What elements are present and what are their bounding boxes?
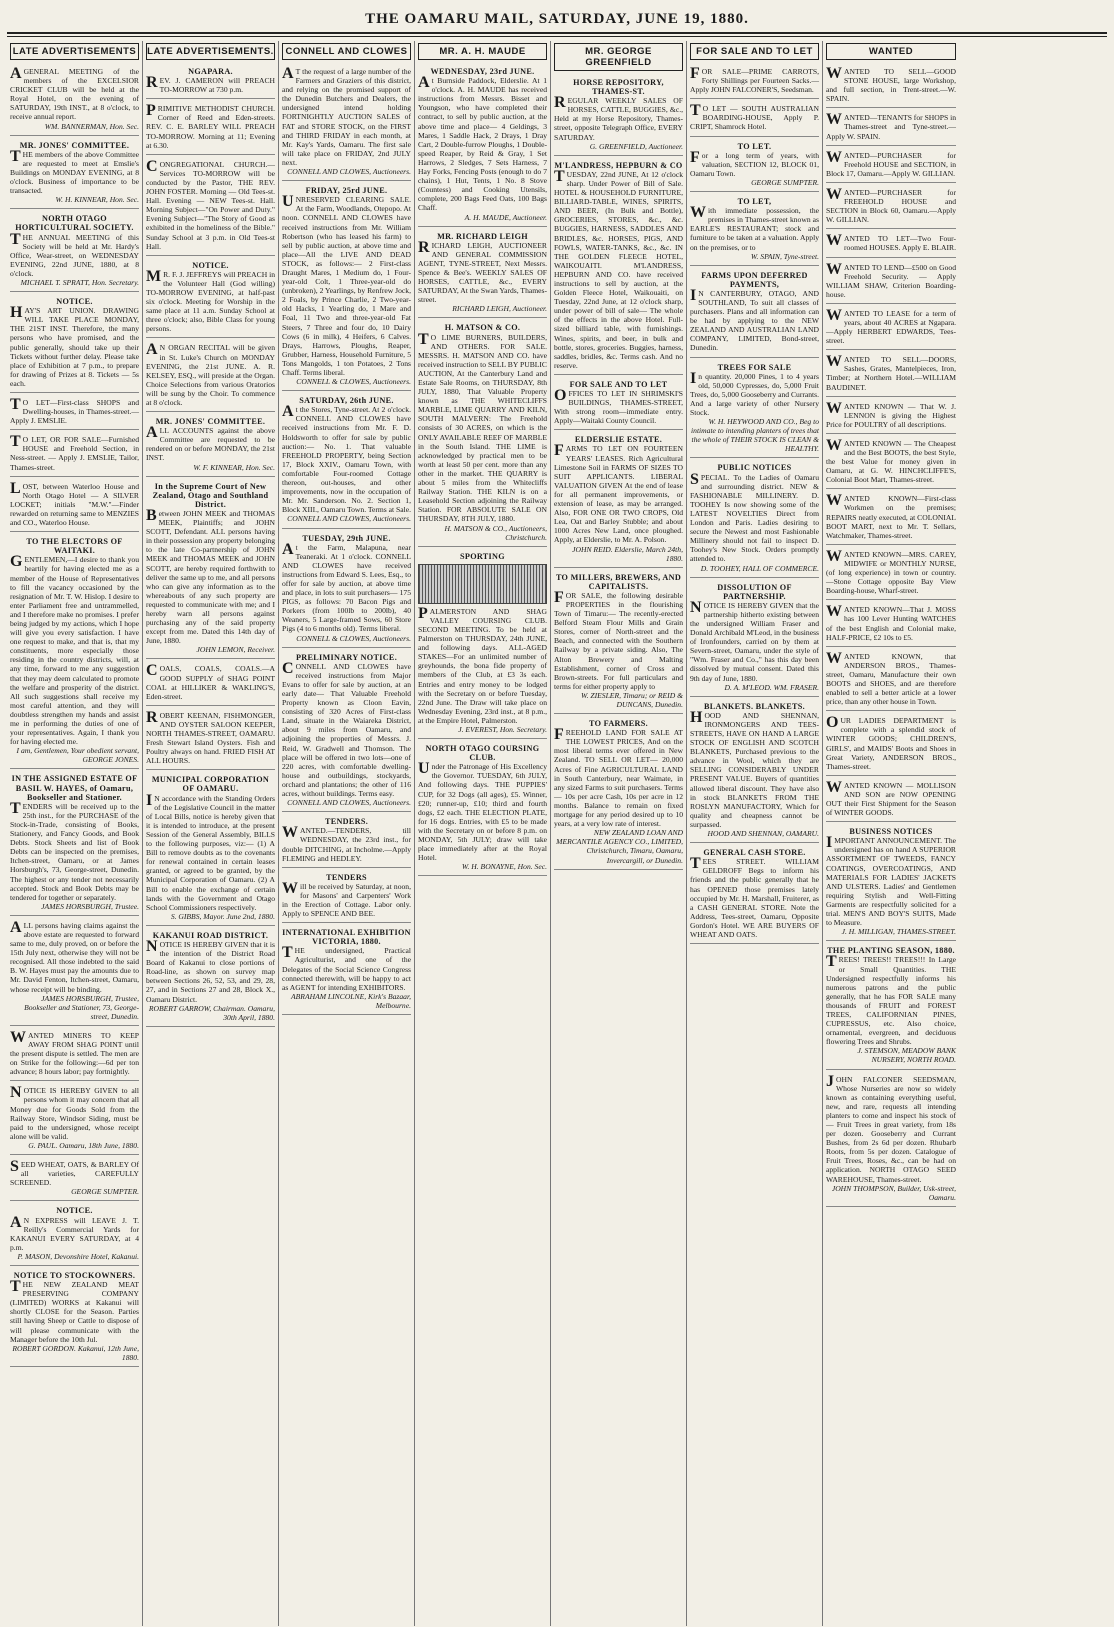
ad-signature: D. A. M'LEOD. WM. FRASER.	[724, 682, 819, 692]
advertisement	[826, 436, 956, 489]
ad-body: HOOD AND SHENNAN, IRONMONGERS AND TEES-STREETS, HAVE ON HAND A LARGE STOCK OF ENGLISH AND SCOTCH BLANKETS, Purchased previous to the advance in Wool, which they are SELLING CONSIDERABLY UNDER PRESENT VALUE. Buyers of quantities allowed liberal discount. They have also in stock BLANKETS FROM THE ROSLYN MANUFACTORY, Which for quality and cheapness cannot be surpassed.	[690, 708, 819, 829]
ad-title: TO LET.	[737, 141, 772, 151]
ad-title: SPORTING	[460, 551, 505, 561]
ad-signature: P. MASON, Devonshire Hotel, Kakanui.	[17, 1251, 139, 1261]
advertisement	[418, 229, 547, 319]
advertisement	[10, 534, 139, 769]
ad-body: IN CANTERBURY, OTAGO, AND SOUTHLAND, To suit all classes of purchasers. Plans and all information can be had by applying to the NEW ZEALAND AND AUSTRALIAN LAND COMPANY, LIMITED, Bond-street, Dunedin.	[690, 286, 819, 353]
ad-title: NOTICE.	[56, 1206, 93, 1216]
ad-body: WANTED KNOWN, that ANDERSON BROS., Thames-street, Oamaru, Manufacture their own BOOTS and SHOES, and are therefore enabled to sell a better article at a lower price, than any other house in Town.	[826, 649, 956, 707]
ad-body: REGULAR WEEKLY SALES OF HORSES, CATTLE, BUGGIES, &c., Held at my Horse Repository, Thames-street, opposite Telegraph Office, EVERY SATURDAY.	[554, 94, 683, 142]
ad-body: TO LIME BURNERS, BUILDERS, AND OTHERS. FOR SALE. MESSRS. H. MATSON AND CO. have received instruction to SELL BY PUBLIC AUCTION, At the Canterbury Land and Estate Sale Rooms, on THURSDAY, 8th JULY, 1880, That Valuable Property known as THE WHITECLIFFS MARBLE, LIME QUARRY AND KILN, SOUTH MALVERN: The Freehold consists of 30 ACRES, on which is the ONLY AVAILABLE REEF OF MARBLE in the South Island. THE LIME is acknowledged by practical men to be worth at least 50 per cent. more than any other in the market. THE QUARRY is about 5 miles from the Whitecliffs Railway Station. THE KILN is on a Leasehold Section adjoining the Railway Station. FOR ABSOLUTE SALE ON THURSDAY, 8TH JULY, 1880.	[418, 330, 547, 524]
ad-signature: ABRAHAM LINCOLNE, Kirk's Bazaar, Melbourne.	[291, 991, 411, 1010]
advertisement	[282, 183, 411, 391]
ad-body: WANTED—PURCHASER for FREEHOLD HOUSE and SECTION in Block 60, Oamaru.—Apply W. GILLIAN.	[826, 185, 956, 225]
ad-signature: NEW ZEALAND LOAN AND MERCANTILE AGENCY CO., LIMITED, Christchurch, Timaru, Oamaru, Invercargill, or Dunedin.	[556, 828, 683, 865]
newspaper-page	[7, 0, 1107, 1626]
ad-body: CONGREGATIONAL CHURCH.—Services TO-MORROW will be conducted by the Pastor, THE REV. JOHN FOSTER. Morning — Old Tees-st. Hall. Evening — NEW Tees-st. Hall. Morning Subject—"On Power and Duty." Evening Subject—"The Story of Good as exhibited in the homeliness of the Bible." Sunday School at 3 p.m. in Old Tees-st Hall.	[146, 157, 275, 251]
advertisement	[690, 580, 819, 697]
ad-body: FARMS TO LET ON FOURTEEN YEARS' LEASES. Rich Agricultural Limestone Soil in FARMS OF SIZES TO SUIT APPLICANTS. LIBERAL VALUATION GIVEN At the end of lease for all permanent improvements, or extension of lease, as may be arranged. Also, FOR ONE OR TWO CROPS, Old Lea, Oat and Barley Stubble; and about 1000 Acres New Land, once ploughed. Apply, at Elderslie, to Mr. A. Polson.	[554, 442, 683, 545]
ad-body: UNRESERVED CLEARING SALE. At the Farm, Woodlands, Otepopo. At noon. CONNELL AND CLOWES have received instructions from Mr. William Robertson (who has leased his farm) to sell by public auction, at above time and place—All the LIVE AND DEAD STOCK, as follows:— 2 First-class Draught Mares, 1 Medium do, 1 Four-year-old Colt, 1 Three-year-old do (unbroken), 2 Yearlings, by Renfrew Jock, 2 Foals, by Prince Charlie, 2 Two-year-old Hacks, 1 Yearling do, 1 Mare and Foal, 11 Two and three-year-old Fat Steers, 7 Three and four do, 10 Dairy Cows (6 in milk), 4 Heifers, 6 Calves. Drays, Harrows, Ploughs, Reaper, Grubber, Harness, Household Furniture, 5 Tons Mangolds, 1 ton Potatoes, 2 Tons Chaff. Terms liberal.	[282, 193, 411, 377]
ad-body: OFFICES TO LET IN SHRIMSKI'S BUILDINGS, THAMES-STREET, With strong room—immediate entry. Apply—Waitaki County Council.	[554, 387, 683, 426]
ad-title: FARMS UPON DEFERRED PAYMENTS,	[701, 270, 808, 289]
ad-body: Will be received by Saturday, at noon, for Masons' and Carpenters' Work in the Erection of Cottage. Labor only. Apply to SPENCE AND BEE.	[282, 879, 411, 919]
ad-body: IN accordance with the Standing Orders of the Legislative Council in the matter of Local Bills, notice is hereby given that it is intended to introduce, at the present Session of the General Assembly, BILLS to the following purposes, viz:— (1) A Bill to remove doubts as to the covenants for renewal contained in certain leases granted, or agreed to be granted, by the Municipal Corporation of Oamaru. (2) A Bill to enable the exchange of certain lands with the Government and Otago School Commissioners respectively.	[146, 791, 275, 912]
ad-body: WANTED MINERS TO KEEP AWAY FROM SHAG POINT until the present dispute is settled. The men are on Strike for the following:—6d per ton advance; 8 hours labor; pay fortnightly.	[10, 1028, 139, 1077]
ad-body: WANTED KNOWN—That J. MOSS has 100 Lever Hunting WATCHES of the best English and Colonial make, HALF-PRICE, £2 10s to £5.	[826, 603, 956, 642]
ad-body: NOTICE IS HEREBY GIVEN that the partnership hitherto existing between the undersigned William Fraser and Donald Archibald M'Leod, in the business of Ironfounders, carried on by them at Severn-street, Oamaru, under the style of "Wm. Fraser and Co.," has this day been dissolved by mutual consent. Dated this 9th day of June, 1880.	[690, 598, 819, 683]
advertisement	[826, 491, 956, 544]
ad-title: MUNICIPAL CORPORATION OF OAMARU.	[151, 775, 270, 794]
advertisement	[146, 64, 275, 99]
ad-body: RICHARD LEIGH, AUCTIONEER AND GENERAL COMMISSION AGENT, TYNE-STREET, Next Messrs. Spence & Bee's. WEEKLY SALES OF HORSES, CATTLE, &c., EVERY SATURDAY, At the Swan Yards, Thames-street.	[418, 238, 547, 305]
ad-body: ROBERT KEENAN, FISHMONGER, AND OYSTER SALOON KEEPER, NORTH THAMES-STREET, OAMARU. Fresh Stewart Island Oysters. Fish and Poultry always on hand. FRIED FISH AT ALL HOURS.	[146, 708, 275, 766]
ad-title: H. MATSON & CO.	[444, 323, 521, 333]
advertisement	[690, 268, 819, 358]
column-1	[7, 41, 143, 1626]
ad-body: AN EXPRESS will LEAVE J. T. Reilly's Commercial Yards for KAKANUI EVERY SATURDAY, at 4 p.m.	[10, 1213, 139, 1252]
advertisement	[282, 870, 411, 923]
ad-body: WANTED KNOWN — That W. J. LENNON is giving the Highest Price for POULTRY of all descriptions.	[826, 399, 956, 429]
advertisement	[282, 814, 411, 867]
advertisement	[826, 943, 956, 1069]
ad-title: KAKANUI ROAD DISTRICT.	[152, 930, 269, 940]
ad-signature: JOHN THOMPSON, Builder, Usk-street, Oamaru.	[831, 1183, 956, 1202]
column-3	[279, 41, 415, 1626]
masthead: THE OAMARU MAIL, SATURDAY, JUNE 19, 1880.	[365, 11, 749, 27]
ad-signature: JAMES HORSBURGH, Trustee.	[41, 901, 139, 911]
advertisement	[690, 360, 819, 459]
ad-signature: G. GREENFIELD, Auctioneer.	[589, 141, 683, 151]
ad-body: WANTED—TENANTS for SHOPS in Thames-street and Tyne-street.—Apply W. SPAIN.	[826, 111, 957, 141]
advertisement	[690, 699, 819, 843]
ad-title: GENERAL CASH STORE.	[703, 848, 806, 858]
advertisement	[282, 531, 411, 648]
ad-title: TREES FOR SALE	[717, 362, 792, 372]
ad-body: At the Farm, Malapuna, near Teaneraki. At 1 o'clock. CONNELL AND CLOWES have received instructions from Edward S. Lees, Esq., to offer for sale by auction, at above time and place, in lots to suit purchasers— 175 PIGS, as follows: 70 Bacon Pigs and Porkers (from 100lb to 200lb), 40 Weaners, 5 Large-framed Sows, 60 Store Pigs (4 to 6 months old). Terms liberal.	[282, 540, 411, 634]
ad-body: In quantity. 20,000 Pines, 1 to 4 years old, 50,000 Cypresses, do, 5,000 Fruit Trees, do, 5,000 Gooseberry and Currants. And a large variety of other Nursery Stock.	[690, 369, 820, 417]
ad-body: THE ANNUAL MEETING of this Society will be held at Mr. Hardy's Office, Wear-street, on WEDNESDAY EVENING, 22nd JUNE, 1880, at 8 o'clock.	[10, 230, 139, 278]
advertisement	[690, 845, 819, 944]
ad-body: WANTED TO LEASE for a term of years, about 40 ACRES at Ngapara.—Apply HERBERT EDWARDS, Tees-street.	[826, 306, 956, 346]
advertisement	[418, 64, 547, 227]
ad-body: FREEHOLD LAND FOR SALE AT THE LOWEST PRICES, And on the most liberal terms ever offered in New Zealand. TO SELL OR LET— 20,000 Acres of Fine AGRICULTURAL LAND in South Canterbury, near Waimate, in any sized Farms to suit purchasers. Terms— 10s per acre Cash, 10s per acre in 12 months. Balance to remain on fixed mortgage for any period desired up to 10 years, at a very low rate of interest.	[554, 726, 683, 829]
advertisement	[146, 928, 275, 1027]
ad-signature: JOHN REID. Elderslie, March 24th, 1880.	[572, 544, 683, 563]
ad-signature: RICHARD LEIGH, Auctioneer.	[452, 304, 547, 314]
advertisement	[826, 824, 956, 941]
ad-signature: CONNELL & CLOWES, Auctioneers.	[296, 633, 411, 643]
advertisement	[146, 414, 275, 477]
advertisement	[10, 1268, 139, 1367]
advertisement	[10, 918, 139, 1026]
ad-body: At Burnside Paddock, Elderslie. At 1 o'clock. A. H. MAUDE has received instructions from Messrs. Bisset and Youngson, who have completed their contract, to sell by public auction, at the above time and place— 4 Geldings, 3 Mares, 1 Saddle Hack, 2 Drays, 1 Dray Cart, 2 Double-furrow Ploughs, 1 Double-speed Reaper, by Reid & Gray, 1 Set Harrows, 2 Sledges, 7 Sets Harness, 7 Hay Forks, Fencing Posts (enough to do 7 chains), 1 Hut, Tents, 1 No. 8 Stove (Countess) and Cooking Utensils, complete, 200 Bags Feed Oats, 100 Bags Chaff.	[418, 74, 547, 213]
ad-body: JOHN FALCONER SEEDSMAN, Whose Nurseries are now so widely known as containing everything useful, new, and rare, requests all intending planters to come and inspect his stock of— Fruit Trees in great variety, from 18s per dozen. Gooseberry and Currant Bushes, from 2s 6d per dozen. Rhubarb Roots, from 5s per dozen. Catalogue of Fruit Trees, Roses, &c., can be had on application. NORTH OTAGO SEED WAREHOUSE, Thames-street.	[826, 1072, 956, 1184]
advertisement	[826, 306, 956, 350]
advertisement	[282, 650, 411, 813]
advertisement	[826, 649, 956, 712]
ad-body: For a long term of years, with valuation, SECTION 12, BLOCK 01, Oamaru Town.	[690, 148, 819, 178]
ad-body: TENDERS will be received up to the 25th inst., for the PURCHASE of the Stock-in-Trade, consisting of Books, Stationery, and Fancy Goods, and Book Debts. Stock Sheets and list of Book Debts can be inspected on the premises, Itchen-street, Oamaru, or at James Horsburgh's, 73, George-street, Dunedin. The highest or any tender not necessarily accepted. Stock and Book Debts may be tendered for together or separately.	[10, 799, 139, 902]
advertisement	[690, 194, 819, 266]
column-4	[415, 41, 551, 1626]
ad-signature: W. F. KINNEAR, Hon. Sec.	[193, 462, 275, 472]
advertisement	[10, 1203, 139, 1266]
section-heading: MR. A. H. MAUDE	[418, 43, 547, 60]
advertisement	[826, 602, 956, 646]
ad-title: TO LET,	[737, 197, 772, 207]
advertisement	[826, 778, 956, 822]
ad-title: TENDERS	[326, 872, 367, 882]
ad-title: HORSE REPOSITORY, THAMES-ST.	[573, 78, 664, 97]
ad-title: NOTICE.	[56, 297, 93, 307]
ad-signature: J. EVEREST, Hon. Secretary.	[458, 725, 547, 734]
ad-title: PRELIMINARY NOTICE.	[295, 652, 398, 662]
advertisement	[10, 294, 139, 393]
advertisement	[146, 661, 275, 705]
advertisement	[10, 479, 139, 532]
advertisement	[826, 399, 956, 434]
advertisement	[10, 432, 139, 476]
section-heading: LATE ADVERTISEMENTS.	[146, 43, 275, 60]
ad-signature: A. H. MAUDE, Auctioneer.	[464, 212, 547, 222]
ad-title: MR. JONES' COMMITTEE.	[155, 417, 266, 427]
ad-body: LOST, between Waterloo House and North Otago Hotel — A SILVER LOCKET; initials "M.W."—Finder rewarded on returning same to MENZIES and CO., Waterloo House.	[10, 479, 139, 528]
advertisement	[826, 185, 956, 229]
advertisement	[690, 101, 819, 136]
ad-signature: CONNELL AND CLOWES, Auctioneers.	[287, 798, 411, 808]
ad-body: WANTED TO LET—Two Four-roomed HOUSES. Apply E. BLAIR.	[826, 232, 957, 253]
advertisement	[826, 110, 956, 145]
advertisement	[554, 377, 683, 430]
ad-signature: GEORGE SUMPTER.	[71, 1187, 139, 1197]
ad-body: IMPORTANT ANNOUNCEMENT. The undersigned has on hand A SUPERIOR ASSORTMENT OF TWEEDS, FANCY COATINGS, OVERCOATINGS, AND MATERIALS FOR LADIES' JACKETS AND ULSTERS. Ladies' and Gentlemen requiring Stylish and Well-Fitting Garments are respectfully solicited for a trial. MEN'S AND BOY'S SUITS, Made to Measure.	[826, 834, 956, 928]
ad-title: TUESDAY, 29th JUNE.	[302, 533, 391, 543]
advertisement	[554, 716, 683, 870]
advertisement	[146, 479, 275, 660]
ad-body: PRIMITIVE METHODIST CHURCH. Corner of Reed and Eden-streets. REV. C. E. BARLEY WILL PREACH TO-MORROW. Morning at 11; Evening at 6.30.	[146, 102, 275, 150]
ad-body: THE members of the above Committee are requested to meet at Emslie's Buildings on MONDAY EVENING, at 8 o'clock. Business of importance to be transacted.	[10, 147, 139, 196]
ad-signature: CONNELL & CLOWES, Auctioneers.	[296, 377, 411, 387]
ad-title: ELDERSLIE ESTATE.	[574, 435, 663, 445]
advertisement	[554, 570, 683, 714]
advertisement	[690, 460, 819, 577]
ad-title: MR. RICHARD LEIGH	[437, 231, 528, 241]
ad-signature: WM. BANNERMAN, Hon. Sec.	[44, 121, 139, 131]
advertisement	[690, 139, 819, 192]
advertisement	[282, 925, 411, 1015]
ad-body: ALL persons having claims against the above estate are requested to forward same to me, duly proved, on or before the 15th July next, otherwise they will not be recognised. All those indebted to the said B. W. Hayes must pay the amounts due to Mr. David Fenton, Itchen-street, Oamaru, whose receipt will be binding.	[10, 918, 139, 994]
ad-title: In the Supreme Court of New Zealand, Otago and Southland District.	[152, 481, 269, 509]
advertisement	[826, 352, 956, 396]
ad-body: WANTED.—TENDERS, till WEDNESDAY, the 23rd inst., for double DITCHING, at Incholme.—Apply FLEMING and HEDLEY.	[282, 824, 411, 863]
advertisement	[10, 1157, 139, 1201]
ad-title: FRIDAY, 25rd JUNE.	[305, 186, 388, 196]
advertisement	[282, 64, 411, 181]
ad-body: WANTED—PURCHASER for Freehold HOUSE and SECTION, in Block 17, Oamaru.—Apply W. GILLIAN.	[826, 148, 956, 178]
column-6	[687, 41, 823, 1626]
section-heading: LATE ADVERTISEMENTS	[10, 43, 139, 60]
ad-signature: W. H. KINNEAR, Hon. Sec.	[55, 195, 139, 205]
section-heading: WANTED	[826, 43, 956, 60]
ad-signature: CONNELL AND CLOWES, Auctioneers.	[287, 514, 411, 524]
ad-body: THE NEW ZEALAND MEAT PRESERVING COMPANY (LIMITED) WORKS at Kakanui will shortly CLOSE for the Season. Parties still having Sheep or Cattle to dispose of will please communicate with the Manager before the 10th Jul.	[10, 1278, 139, 1344]
advertisement	[10, 64, 139, 136]
ad-title: THE PLANTING SEASON, 1880.	[827, 946, 955, 956]
ad-signature: MICHAEL T. SPRATT, Hon. Secretary.	[20, 277, 139, 287]
ad-body: WANTED KNOWN — The Cheapest and the Best BOOTS, the best Style, the best Value for money given in Oamaru, at G. W. HINCHCLIFFE'S, Colonial Boot Mart, Thames-street.	[826, 436, 956, 485]
advertisement	[10, 211, 139, 292]
advertisement	[418, 320, 547, 546]
ad-body: WANTED KNOWN—MRS. CAREY, MIDWIFE or MONTHLY NURSE, (of long experience) in town or country. —Stone Cottage opposite Bay View Boarding-house, Wharf-street.	[826, 547, 956, 596]
ad-title: M'LANDRESS, HEPBURN & CO	[554, 160, 683, 170]
advertisement	[146, 258, 275, 339]
ad-body: WANTED KNOWN — MOLLISON AND SON are NOW OPENING OUT their First Shipment for the Season of WINTER GOODS.	[826, 778, 956, 818]
columns	[7, 41, 1107, 1626]
advertisement	[146, 340, 275, 412]
ad-body: WANTED TO SELL—DOORS, Sashes, Grates, Mantelpieces, Iron, Timber; at Northern Hotel.—WILLIAM BAUDINET.	[826, 353, 956, 392]
ad-signature: J. STEMSON, MEADOW BANK NURSERY, NORTH ROAD.	[857, 1046, 956, 1065]
ad-body: FOR SALE, the following desirable PROPERTIES in the flourishing Town of Timaru:— The recently-erected Belford Steam Flour Mills and Grain Stores, corner of North-street and the Beach, and connected with the Southern Railway by a private siding. Also, The Alton Brewery and Malting Establishment, corner of Cross and Brown-streets. For full particulars and terms for either property apply to	[554, 588, 683, 691]
ad-signature: W. H. HEYWOOD AND CO., Beg to intimate to intending planters of trees that the whole of THEIR STOCK IS CLEAN & HEALTHY.	[691, 417, 819, 454]
advertisement	[554, 432, 683, 567]
coursing-engraving	[418, 564, 547, 604]
ad-body: HAY'S ART UNION. DRAWING WILL TAKE PLACE MONDAY, THE 21ST INST. Therefore, the many persons who have promised, and the public generally, should take up their Tickets without further delay. Please take place of Exhibition at 7 p.m., to prepare for drawing of Prizes at 8. Tickets — 5s each.	[10, 304, 139, 388]
section-heading: MR. GEORGE GREENFIELD	[554, 43, 683, 71]
ad-body: TO LET, OR FOR SALE—Furnished HOUSE and Freehold Section, in Ness-street. — Apply J. EMSLIE, Tailor, Thames-street.	[10, 433, 139, 472]
ad-body: AT the request of a large number of the Farmers and Graziers of this district, and relying on the promised support of the Dunedin Butchers and Dealers, the undersigned intend holding FORTNIGHTLY AUCTION SALES of FAT and STORE STOCK, on the FIRST and THIRD FRIDAY in each month, at Mr. Kay's Yards, Oamaru. The first sale will take place on FRIDAY, 2nd JULY next.	[282, 65, 411, 167]
ad-title: DISSOLUTION OF PARTNERSHIP.	[717, 582, 792, 601]
advertisement	[146, 101, 275, 154]
ad-body: MR. F. J. JEFFREYS will PREACH in the Volunteer Hall (God willing) TO-MORROW EVENING, at half-past six o'clock. Meeting for Worship in the same place at 11 a.m. Sunday School at three o'clock; also, Bible Class for young persons.	[146, 267, 275, 334]
ad-body: THE undersigned, Practical Agriculturist, and one of the Delegates of the Social Science Congress connected therewith, will be happy to act as AGENT for intending EXHIBITORS.	[282, 944, 411, 992]
ad-body: TO LET — SOUTH AUSTRALIAN BOARDING-HOUSE, Apply P. CRIPT, Shamrock Hotel.	[690, 102, 819, 132]
ad-body: Between JOHN MEEK and THOMAS MEEK, Plaintiffs; and JOHN SCOTT, Defendant. ALL persons having in their possession any property belonging to the late Co-partnership of JOHN MEEK and THOMAS MEEK and JOHN SCOTT, are hereby required forthwith to deliver the same up to me, and all persons who can give any information as to the whereabouts of any such property are requested to communicate with me; and I hereby warn all persons against purchasing any of the said property except from me. Dated this 14th day of June, 1880.	[146, 506, 275, 646]
ad-body: WANTED TO LEND—£500 on Good Freehold Security. — Apply WILLIAM SHAW, Criterion Boarding-house.	[826, 260, 956, 299]
ad-body: TUESDAY, 22nd JUNE, At 12 o'clock sharp. Under Power of Bill of Sale. HOTEL & HOUSEHOLD FURNITURE, BILLIARD-TABLE, WINES, SPIRITS, AND BEER, (In Bulk and Bottle), GROCERIES, STORES, &c., &c. BUGGIES, HARNESS, SADDLES AND BRIDLES, &c. HORSES, PIGS, AND FOWLS, WATER-TANKS, &c., &c. IN THE GOLDEN FLEECE HOTEL, WAIKOUAITI. M'LANDRESS, HEPBURN AND CO. have received instructions to sell by auction, at the Golden Fleece Hotel, Waikouaiti, on Tuesday, 22nd June, at 12 o'clock sharp, under power of bill of sale— The whole of the effects in the above Hotel. Full-sized billiard table, with furnishings. Wines, spirits, and beer, in bulk and bottle, stores, groceries. Buggies, harness, saddles, bridles, &c. Terms cash. And no reserve.	[554, 167, 683, 370]
ad-signature: JAMES HORSBURGH, Trustee, Bookseller and Stationer, 73, George-street, Dunedin.	[24, 993, 139, 1021]
ad-body: OUR LADIES DEPARTMENT is complete with a splendid stock of WINTER GOODS; CHILDREN'S, GIRLS', and MAIDS' Boots and Shoes in Great Variety, ANDERSON BROS., Thames-street.	[826, 714, 956, 771]
advertisement	[554, 75, 683, 156]
ad-signature: G. PAUL. Oamaru, 18th June, 1880.	[28, 1140, 139, 1150]
ad-title: BUSINESS NOTICES	[849, 827, 933, 837]
advertisement	[826, 231, 956, 257]
ad-body: AN ORGAN RECITAL will be given in St. Luke's Church on MONDAY EVENING, the 21st JUNE. A. R. KELSEY, ESQ., will preside at the Organ. Choice Selections from various Oratorios will be sung by the Choir. To commence at 8 o'clock.	[146, 341, 275, 407]
ad-body: FOR SALE—PRIME CARROTS, Forty Shillings per Fourteen Sacks.—Apply JOHN FALCONER'S, Seedsman.	[690, 65, 819, 95]
ad-signature: J. H. MILLIGAN, THAMES-STREET.	[841, 927, 956, 937]
ad-signature: S. GIBBS, Mayor. June 2nd, 1880.	[170, 911, 275, 921]
ad-signature: HOOD AND SHENNAN, OAMARU.	[707, 829, 819, 839]
ad-signature: ROBERT GARROW, Chairman. Oamaru, 30th April, 1880.	[148, 1003, 275, 1022]
ad-signature: GEORGE SUMPTER.	[751, 177, 819, 187]
ad-body: AGENERAL MEETING of the members of the EXCELSIOR CRICKET CLUB will be held at the Royal Hotel, on the evening of SATURDAY, 19th INST., at 8 o'clock, to receive annual report.	[10, 65, 139, 122]
ad-signature: W. ZIESLER, Timaru; or REID & DUNCANS, Dunedin.	[580, 690, 683, 709]
ad-title: TO THE ELECTORS OF WAITAKI.	[26, 537, 123, 556]
ad-body: With immediate possession, the premises in Thames-street known as EARLE'S RESTAURANT; stock and furniture to be taken at a valuation. Apply on the premises, or to	[690, 204, 819, 252]
section-heading: FOR SALE AND TO LET	[690, 43, 819, 60]
ad-title: WEDNESDAY, 23rd JUNE.	[430, 67, 535, 76]
ad-title: SATURDAY, 26th JUNE.	[299, 396, 394, 406]
advertisement	[826, 260, 956, 304]
section-heading: CONNELL AND CLOWES	[282, 43, 411, 60]
ad-title: MR. JONES' COMMITTEE.	[19, 140, 130, 150]
ad-body: SPECIAL. To the Ladies of Oamaru and surrounding district. NEW & FASHIONABLE MILLINERY. D. TOOHEY Is now showing some of the LATEST NOVELTIES Direct from London and Paris. Ladies desiring to secure the Newest and most Fashionable Millinery should not fail to inspect D. Toohey's New Stock. Orders promptly attended to.	[690, 470, 819, 564]
ad-body: PALMERSTON AND SHAG VALLEY COURSING CLUB. SECOND MEETING. To be held at Palmerston on THURSDAY, 24th JUNE, and following days. ALL-AGED STAKES—For an unlimited number of greyhounds, the bona fide property of members of the Club, at £3 3s each. Entries and entry money to be lodged with the Secretary on or before Tuesday, 22nd June. The Draw will take place on Wednesday Evening, 23rd inst., at 8 p.m., at the Empire Hotel, Palmerston.	[418, 604, 547, 725]
ad-title: TO FARMERS.	[589, 719, 648, 729]
ad-body: COALS, COALS, COALS.—A GOOD SUPPLY of SHAG POINT COAL at HILLIKER & WAKLING'S, Eden-street.	[146, 662, 275, 701]
ad-body: Under the Patronage of His Excellency the Governor. TUESDAY, 6th JULY, And following days. THE PUPPIES' CUP, for 32 Dogs (all ages), £5. Winner, £20; runner-up, £10; third and fourth dogs, £2 each. THE ELECTION PLATE, for 16 dogs. Entries, with £5 to be made with the Secretary on or before 8 p.m. on MONDAY, 5th JULY; draw will take place immediately after at the Royal Hotel.	[418, 760, 547, 863]
ad-signature: D. TOOHEY, HALL OF COMMERCE.	[700, 563, 819, 573]
advertisement	[10, 1028, 139, 1081]
ad-body: CONNELL AND CLOWES have received instructions from Major Evans to offer for sale by auction, at an early date— That Valuable Freehold Property known as Cloon Eavin, consisting of 320 Acres of First-class Land, situate in the Waiareka District, about 9 miles from Oamaru, and adjoining the properties of Messrs. J. Reid, W. Gradwell and Thomson. The place will be offered in two lots—one of 220 acres, with comfortable dwelling-house and outbuildings, stockyards, orchard and plantations; the other of 116 acres, without buildings. Terms easy.	[282, 659, 411, 799]
ad-signature: JOHN LEMON, Receiver.	[196, 645, 275, 655]
ad-title: NOTICE.	[192, 260, 229, 270]
ad-title: NOTICE TO STOCKOWNERS.	[13, 1270, 136, 1280]
ad-title: FOR SALE AND TO LET	[569, 379, 668, 389]
ad-title: BLANKETS. BLANKETS.	[703, 701, 806, 711]
ad-signature: W. SPAIN, Tyne-street.	[750, 251, 819, 261]
ad-signature: I am, Gentlemen, Your obedient servant, GEORGE JONES.	[16, 746, 139, 765]
ad-body: ALL ACCOUNTS against the above Committee are requested to be rendered on or before MONDAY, the 21st INST.	[146, 424, 275, 463]
ad-title: NGAPARA.	[188, 67, 233, 76]
ad-body: TEES STREET. WILLIAM GELDROFF Begs to inform his friends and the public generally that he has OPENED those premises lately occupied by Mr. H. Marshall, Fruiterer, as a CASH GENERAL STORE. Note the Address, Tees-street, Oamaru, Opposite Gordon's Hotel. WE ARE BUYERS OF WHEAT AND OATS.	[690, 855, 819, 939]
advertisement	[282, 393, 411, 528]
advertisement	[690, 64, 819, 99]
column-5	[551, 41, 687, 1626]
advertisement	[10, 138, 139, 210]
advertisement	[418, 741, 547, 876]
ad-signature: ROBERT GORDON. Kakanui, 12th June, 1880.	[12, 1343, 139, 1362]
advertisement	[146, 772, 275, 926]
advertisement	[826, 64, 956, 108]
advertisement	[146, 708, 275, 771]
ad-body: WANTED KNOWN—First-class Workmen on the premises; REPAIRS neatly executed, at COLONIAL BOOT MART, next to Mr. T. Sellars, Watchmaker, Thames-street.	[826, 492, 956, 540]
advertisement	[10, 395, 139, 430]
ad-body: At the Stores, Tyne-street. At 2 o'clock. CONNELL AND CLOWES have received instructions from Mr. F. D. Holdsworth to offer for sale by public auction:— No. 1. That valuable FREEHOLD PROPERTY, being Section 17, Block XXIV., Oamaru Town, with comfortable Four-roomed Cottage thereon, out-houses, and other improvements, now in the occupation of Mr. Mr. Sanderson. No. 2. Section 1, Block XIII., Oamaru Town. Terms at Sale.	[282, 403, 411, 515]
ad-signature: CONNELL AND CLOWES, Auctioneers.	[287, 167, 411, 177]
advertisement	[826, 713, 956, 776]
advertisement	[826, 1072, 956, 1207]
advertisement	[826, 148, 956, 183]
masthead-rule	[7, 32, 1107, 37]
ad-title: NORTH OTAGO COURSING CLUB.	[425, 744, 540, 763]
ad-signature: W. H. BONAYNE, Hon. Sec.	[461, 862, 547, 872]
column-7	[823, 41, 959, 1626]
ad-body: TREES! TREES!! TREES!!! In Large or Small Quantities. THE Undersigned respectfully informs his numerous patrons and the public generally, that he has FOR SALE many thousands of FRUIT and FOREST TREES, CALIFORNIAN PINES, CUPRESSUS, etc. Also choice, ornamental, evergreen, and deciduous flowering Trees and Shrubs.	[826, 953, 956, 1047]
advertisement	[146, 157, 275, 256]
ad-body: TO LET—First-class SHOPS and Dwelling-houses, in Thames-street.—Apply J. EMSLIE.	[10, 396, 139, 426]
ad-body: WANTED TO SELL—GOOD STONE HOUSE, large Workshop, and full section, in Trent-street.—W. SPAIN.	[826, 65, 956, 104]
ad-title: PUBLIC NOTICES	[717, 463, 792, 473]
advertisement	[10, 771, 139, 915]
ad-body: SEED WHEAT, OATS, & BARLEY Of all varieties, CAREFULLY SCREENED.	[10, 1158, 139, 1188]
ad-body: REV. J. CAMERON will PREACH TO-MORROW at 730 p.m.	[146, 74, 275, 95]
advertisement	[418, 549, 547, 739]
ad-title: TENDERS.	[324, 817, 369, 827]
ad-title: TO MILLERS, BREWERS, AND CAPITALISTS.	[555, 572, 682, 591]
ad-body: GENTLEMEN,—I desire to thank you heartily for having elected me as a member of the House of Representatives to fill the vacancy occasioned by the resignation of Mr. T. W. Hislop. I desire to enter Parliament free and untrammelled, and I therefore make no promises. I prefer being judged by my actions, which I hope will give you every satisfaction. I have one request to make, and that is, that my constituents, more especially those residing in the country districts, will, at any time, forward to me any suggestion that they may deem calculated to promote the welfare and prosperity of the district. All such suggestions shall receive my most careful attention, and they will doubtless strengthen my hands and assist me in performing the duties of one of your representatives. Again, I thank you for having elected me.	[10, 553, 139, 747]
ad-title: IN THE ASSIGNED ESTATE OF BASIL W. HAYES, of Oamaru, Bookseller and Stationer.	[11, 774, 138, 802]
ad-body: NOTICE IS HEREBY GIVEN to all persons whom it may concern that all Money due for Goods Sold from the Railway Store, Windsor Siding, must be paid to the undersigned, whose receipt alone will be valid.	[10, 1084, 139, 1141]
ad-signature: H. MATSON & CO., Auctioneers, Christchurch.	[444, 523, 547, 542]
advertisement	[10, 1083, 139, 1155]
column-2	[143, 41, 279, 1626]
ad-title: INTERNATIONAL EXHIBITION VICTORIA, 1880.	[282, 928, 411, 947]
advertisement	[554, 158, 683, 375]
advertisement	[826, 547, 956, 600]
ad-title: NORTH OTAGO HORTICULTURAL SOCIETY.	[15, 214, 134, 233]
ad-body: NOTICE IS HEREBY GIVEN that it is the intention of the District Road Board of Kakanui to close portions of Road-line, as shown on survey map between Sections 26, 52, 53, and 29, 28, 27, and in Sections 27 and 28, Block X., Oamaru District.	[146, 937, 275, 1004]
